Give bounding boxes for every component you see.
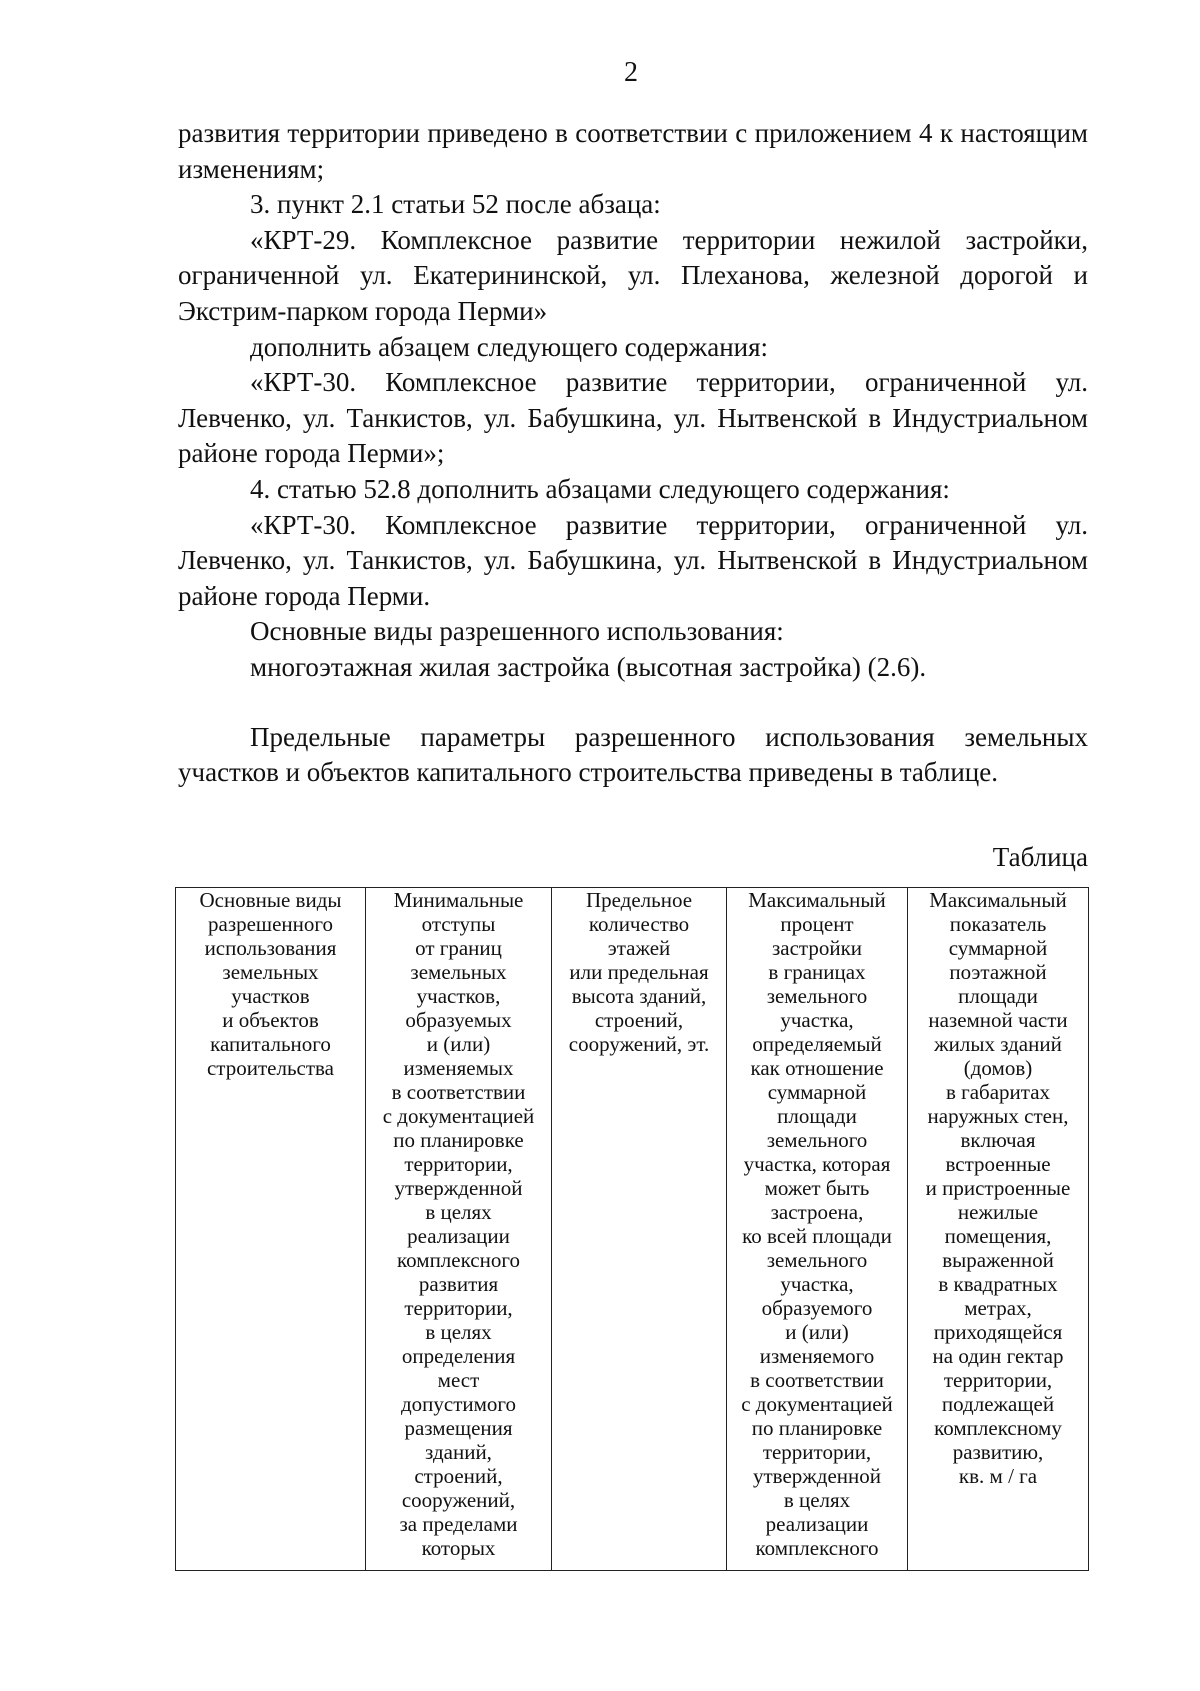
paragraph-item-3: 3. пункт 2.1 статьи 52 после абзаца: [250,189,661,220]
document-body [178,116,1088,791]
header-max-floor-area: Максимальный показатель суммарной поэтажной площади наземной части жилых зданий (домов) в габаритах наружных стен, включая встроенные и пристроенные нежилые помещения, выраженной в квадратных метрах, приходящейся на один гектар территории, подлежащей комплексному развитию, кв. м / га [908,888,1089,1571]
paragraph-continuation: развития территории приведено в соответствии с приложением 4 к настоящим изменениям; [178,118,1088,184]
paragraph-gap [178,686,1088,720]
table-header-row [176,888,1089,1571]
paragraph-main-uses-heading: Основные виды разрешенного использования: [250,616,784,647]
paragraph-item-4: 4. статью 52.8 дополнить абзацами следующего содержания: [250,473,950,504]
table-caption: Таблица [992,842,1088,872]
header-max-coverage: Максимальный процент застройки в границах земельного участка, определяемый как отношение суммарной площади земельного участка, которая может быть застроена, ко всей площади земельного участка, образуемого и (или) изменяемого в соответствии с документацией по планировке территории, утвержденной в целях реализации комплексного [727,888,908,1571]
header-max-floors: Предельное количество этажей или предельная высота зданий, строений, сооружений, эт. [552,888,727,1571]
parameters-table [175,887,1089,1571]
paragraph-krt-30-article: «КРТ-30. Комплексное развитие территории, ограниченной ул. Левченко, ул. Танкистов, ул. Бабушкина, ул. Нытвенской в Индустриальном районе города Перми. [178,509,1088,611]
paragraph-krt-30-quote: «КРТ-30. Комплексное развитие территории, ограниченной ул. Левченко, ул. Танкистов, ул. Бабушкина, ул. Нытвенской в Индустриальном районе города Перми»; [178,367,1088,469]
paragraph-main-use: многоэтажная жилая застройка (высотная застройка) (2.6). [250,651,927,682]
page-number: 2 [624,57,638,88]
paragraph-krt-29-quote: «КРТ-29. Комплексное развитие территории нежилой застройки, ограниченной ул. Екатерининской, ул. Плеханова, железной дорогой и Экстрим-парком города Перми» [178,224,1088,326]
header-main-uses: Основные виды разрешенного использования земельных участков и объектов капитального строительства [176,888,366,1571]
paragraph-limits-intro: Предельные параметры разрешенного использования земельных участков и объектов капитального строительства приведены в таблице. [178,721,1088,788]
header-min-setbacks: Минимальные отступы от границ земельных участков, образуемых и (или) изменяемых в соответствии с документацией по планировке территории, утвержденной в целях реализации комплексного развития территории, в целях определения мест допустимого размещения зданий, строений, сооружений, за пределами которых [366,888,552,1571]
paragraph-supplement: дополнить абзацем следующего содержания: [250,331,769,362]
